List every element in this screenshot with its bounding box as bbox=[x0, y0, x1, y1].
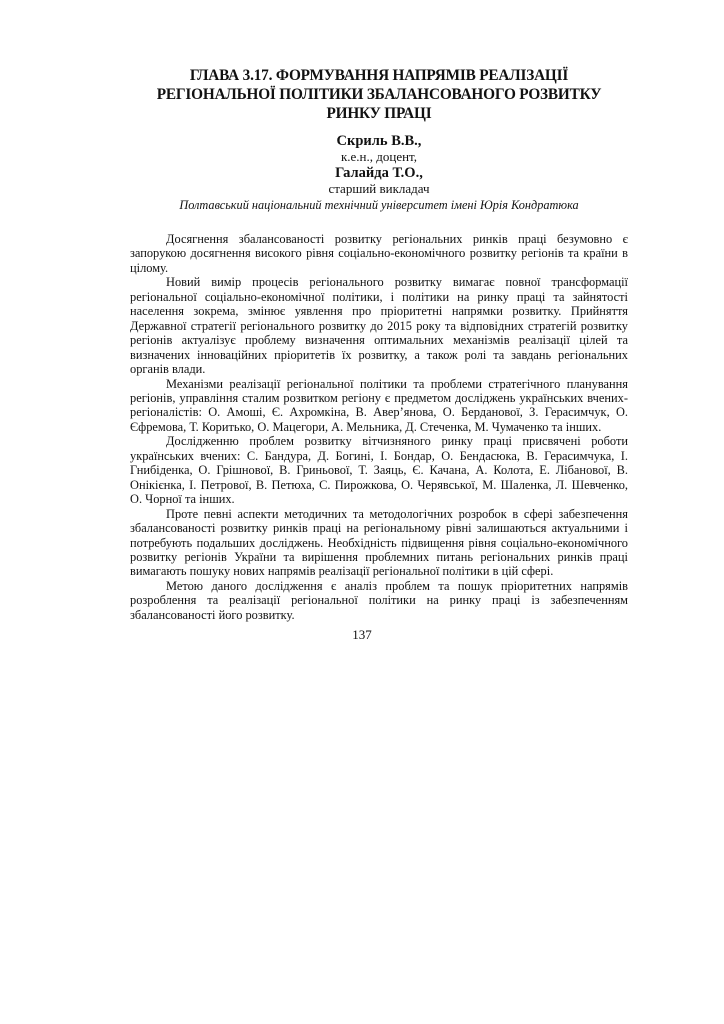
affiliation: Полтавський національний технічний університет імені Юрія Кондратюка bbox=[179, 198, 579, 212]
paragraph: Новий вимір процесів регіонального розвитку вимагає повної трансформації регіональної соціально-економічної політики, і політики на ринку праці та зайнятості населення зокрема, змінює уявлення про пріоритетні напрямки розвитку. Прийняття Державної стратегії регіонального розвитку до 2015 року та відповідних стратегій розвитку регіонів актуалізує проблему визначення оптимальних механізмів реалізації цілей та визначених інноваційних пріоритетів їх розвитку, а також ролі та завдань регіональних органів влади. bbox=[130, 275, 628, 377]
author-position: старший викладач bbox=[328, 181, 430, 196]
chapter-title: ГЛАВА 3.17. ФОРМУВАННЯ НАПРЯМІВ РЕАЛІЗАЦІЇ РЕГІОНАЛЬНОЇ ПОЛІТИКИ ЗБАЛАНСОВАНОГО РОЗВИТКУ РИНКУ ПРАЦІ bbox=[156, 67, 602, 122]
document-page bbox=[130, 66, 628, 622]
author-name: Галайда Т.О., bbox=[335, 165, 423, 181]
paragraph: Дослідженню проблем розвитку вітчизняного ринку праці присвячені роботи українських вчених: С. Бандура, Д. Богині, І. Бондар, О. Бендасюка, В. Герасимчука, І. Гнибіденка, О. Грішнової, В. Гриньової, Т. Заяць, Є. Качана, А. Колота, Е. Лібанової, В. Онікієнка, І. Петрової, В. Петюха, С. Пирожкова, О. Черявської, М. Шаленка, Л. Шевченко, О. Чорної та інших. bbox=[130, 434, 628, 507]
paragraph: Проте певні аспекти методичних та методологічних розробок в сфері забезпечення збалансованості розвитку ринків праці на регіональному рівні залишаються актуальними і потребують подальших досліджень. Необхідність підвищення рівня соціально-економічного розвитку регіонів України та вирішення проблемних питань регіональних ринків праці вимагають пошуку нових напрямів реалізації регіональної політики в цій сфері. bbox=[130, 506, 628, 579]
author-position: к.е.н., доцент, bbox=[340, 149, 418, 164]
author-name: Скриль В.В., bbox=[336, 133, 422, 149]
body-text bbox=[130, 232, 628, 622]
paragraph: Механізми реалізації регіональної політики та проблеми стратегічного планування регіонів, управління сталим розвитком регіону є предметом досліджень українських вчених-регіоналістів: О. Амоші, Є. Ахромкіна, В. Авер’янова, О. Берданової, З. Герасимчук, О. Єфремова, Т. Коритько, О. Мацегори, А. Мельника, Д. Стеченка, М. Чумаченко та інших. bbox=[130, 376, 628, 434]
paragraph: Досягнення збалансованості розвитку регіональних ринків праці безумовно є запорукою досягнення високого рівня соціально-економічного розвитку регіонів та країни в цілому. bbox=[130, 232, 628, 275]
authors-block bbox=[130, 133, 628, 213]
paragraph: Метою даного дослідження є аналіз проблем та пошук пріоритетних напрямів розроблення та реалізації регіональної політики на ринку праці із забезпеченням збалансованості його розвитку. bbox=[130, 578, 628, 622]
page-number: 137 bbox=[352, 627, 372, 642]
